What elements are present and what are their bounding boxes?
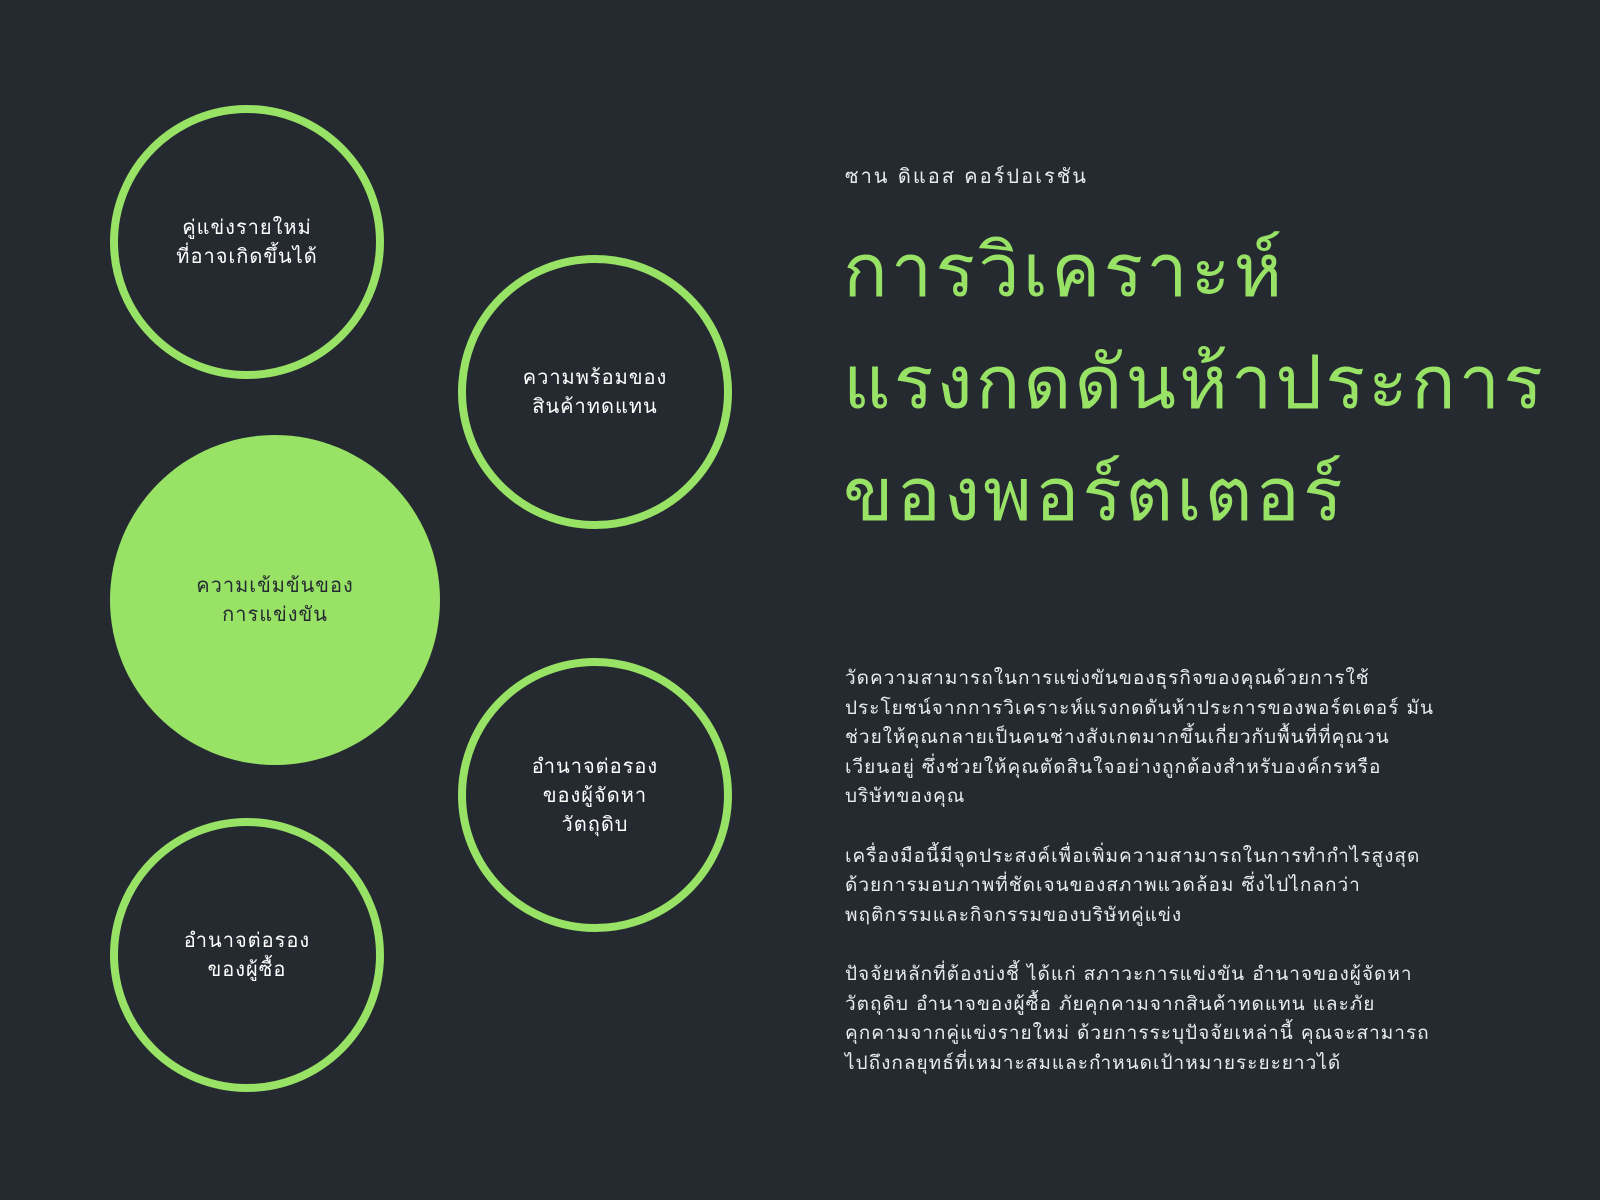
paragraph-purpose: เครื่องมือนี้มีจุดประสงค์เพื่อเพิ่มความสามารถในการทำกำไรสูงสุด ด้วยการมอบภาพที่ชัดเจนของสภาพแวดล้อม ซึ่งไปไกลกว่า พฤติกรรมและกิจกรรมของบริษัทคู่แข่ง: [845, 844, 1421, 926]
company-name: ซาน ดิแอส คอร์ปอเรชัน: [845, 164, 1088, 188]
circle-label-supplier-power: อำนาจต่อรอง ของผู้จัดหา วัตถุดิบ: [531, 753, 659, 836]
circle-new-entrants: [110, 105, 384, 379]
circle-label-new-entrants: คู่แข่งรายใหม่ ที่อาจเกิดขึ้นได้: [176, 215, 318, 268]
circle-label-substitutes: ความพร้อมของ สินค้าทดแทน: [522, 365, 668, 418]
description-block: [845, 664, 1545, 1108]
page-title: การวิเคราะห์ แรงกดดันห้าประการ ของพอร์ตเตอร์: [843, 228, 1546, 538]
circle-label-rivalry: ความเข้มข้นของ การแข่งขัน: [196, 573, 354, 626]
circle-supplier-power: [458, 658, 732, 932]
circle-buyer-power: [110, 818, 384, 1092]
circle-substitutes: [458, 255, 732, 529]
paragraph-intro: วัดความสามารถในการแข่งขันของธุรกิจของคุณด้วยการใช้ ประโยชน์จากการวิเคราะห์แรงกดดันห้าประการของพอร์ตเตอร์ มัน ช่วยให้คุณกลายเป็นคนช่างสังเกตมากขึ้นเกี่ยวกับพื้นที่ที่คุณวน เวียนอยู่ ซึ่งช่วยให้คุณตัดสินใจอย่างถูกต้องสำหรับองค์กรหรือ บริษัทของคุณ: [845, 667, 1434, 807]
paragraph-factors: ปัจจัยหลักที่ต้องบ่งชี้ ได้แก่ สภาวะการแข่งขัน อำนาจของผู้จัดหา วัตถุดิบ อำนาจของผู้ซื้อ ภัยคุกคามจากสินค้าทดแทน และภัย คุกคามจากคู่แข่งรายใหม่ ด้วยการระบุปัจจัยเหล่านี้ คุณจะสามารถ ไปถึงกลยุทธ์ที่เหมาะสมและกำหนดเป้าหมายระยะยาวได้: [845, 963, 1430, 1074]
circle-label-buyer-power: อำนาจต่อรอง ของผู้ซื้อ: [183, 928, 311, 981]
circle-rivalry: [110, 435, 440, 765]
